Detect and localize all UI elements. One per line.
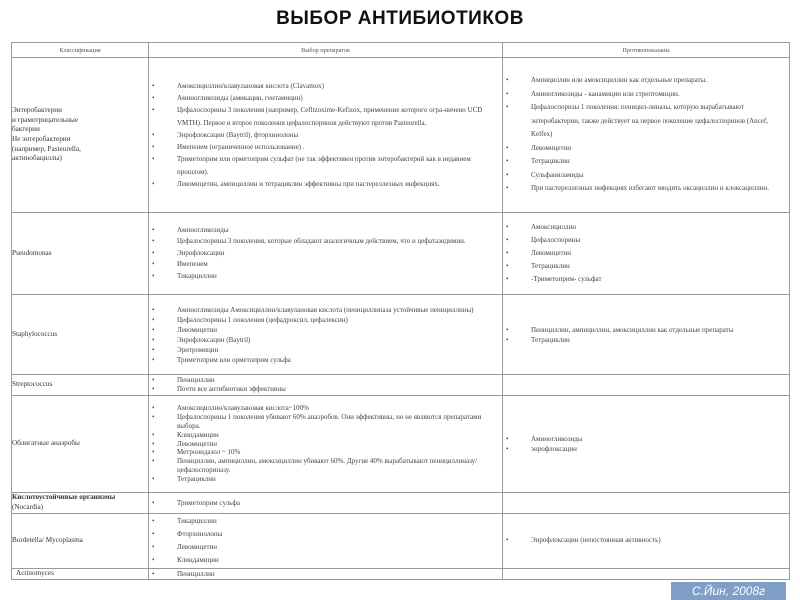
- contra-cell: [503, 213, 790, 295]
- choice-cell: [149, 213, 503, 295]
- group-line: и грамотрицательные: [12, 115, 79, 124]
- table-row: [12, 396, 790, 493]
- contra-cell: [503, 58, 790, 213]
- drug-item: • Тетрациклин: [503, 155, 789, 169]
- group-line: Облигатные анаэробы: [12, 439, 80, 448]
- drug-item: • Левомицетин: [503, 247, 789, 260]
- drug-item: • энрофлоксацин: [503, 444, 789, 454]
- group-cell: [12, 295, 149, 375]
- group-line: (например, Pasteurella,: [12, 144, 81, 153]
- table-row: [12, 375, 790, 396]
- drug-item: • Энрофлоксацин (непостоянная активность): [503, 534, 789, 547]
- group-line: Bordetella/ Mycoplasma: [12, 536, 83, 545]
- drug-item: • Левомицетин: [503, 142, 789, 156]
- group-line: Pseudomonas: [12, 248, 52, 257]
- contra-cell: [503, 493, 790, 514]
- header-classification: Классификация: [12, 43, 149, 58]
- table-row: [12, 493, 790, 514]
- table-row: [12, 569, 790, 580]
- drug-item: • Энрофлоксацин (Baytril): [149, 335, 502, 345]
- drug-item: • Клиндамицин: [149, 554, 502, 567]
- header-choice: Выбор препаратов: [149, 43, 503, 58]
- drug-item: • Амоксициллин/клавулановая кислота~100%: [149, 404, 502, 413]
- drug-item: • Метронидазол ~ 10%: [149, 448, 502, 457]
- group-cell: [12, 213, 149, 295]
- drug-item: • Цефалоспоризы 1 поколения: пеницил-линазы, которую вырабатывают энтеробактерии, также действует на первое поколение цефалоспоринов (Ancef, Kelfex): [503, 101, 789, 142]
- drug-item: • Энрофлоксацин: [149, 248, 502, 260]
- drug-item: • -Триметоприм- сульфат: [503, 273, 789, 286]
- choice-cell: [149, 493, 503, 514]
- group-line: Actinomyces: [16, 569, 54, 578]
- group-line: бактерии: [12, 125, 40, 134]
- drug-item: • Клиндамицин: [149, 431, 502, 440]
- drug-item: • Фторхинолоны: [149, 528, 502, 541]
- group-line: Кислотоустойчивые организмы: [12, 493, 116, 502]
- contra-cell: [503, 396, 790, 493]
- choice-cell: [149, 58, 503, 213]
- table-row: [12, 213, 790, 295]
- antibiotics-table: [11, 42, 790, 580]
- drug-item: • Пенициллин: [149, 376, 502, 386]
- drug-item: • Триметоприм или орметоприм сульфа: [149, 355, 502, 365]
- drug-item: • Цефалоспорины 3 поколения, которые обладают аналогичным действием, что и цефатазидимин.: [149, 236, 502, 248]
- drug-item: • Триметоприм сульфа: [149, 496, 502, 510]
- group-line: Staphylococcus: [12, 329, 58, 338]
- drug-item: • Почти все антибиотики эффективны: [149, 385, 502, 395]
- header-contra: Противопоказаны: [503, 43, 790, 58]
- drug-item: • Левомицетин: [149, 325, 502, 335]
- choice-cell: [149, 396, 503, 493]
- drug-item: • Тикарциллин: [149, 271, 502, 283]
- drug-item: • Цефалоспорины 3 поколения (например, Cefltzoxime-Kefizox, применение которого огра-ничено UCD VMTH). Первое и второе поколения цефалоспоринов действуют против Pasteurella.: [149, 104, 502, 129]
- choice-cell: [149, 514, 503, 569]
- drug-item: • Ампициллин или амоксициллин как отдельные препараты.: [503, 74, 789, 88]
- group-cell: [12, 493, 149, 514]
- drug-item: • Цефалоспорины 1 поколения убивают 60% анаэробов. Они эффективны, но не являются препаратами выбора.: [149, 413, 502, 431]
- group-line: актинобациллы): [12, 154, 62, 163]
- drug-item: • Эритромицин: [149, 345, 502, 355]
- group-cell: [12, 514, 149, 569]
- group-line: Не энтеробактерии: [12, 135, 71, 143]
- drug-item: • Цефалоспорины 1 поколения (цефадроксил, цефалексин): [149, 315, 502, 325]
- contra-cell: [503, 295, 790, 375]
- header-row: [12, 43, 790, 58]
- drug-item: • Аминогликозиды: [149, 225, 502, 237]
- drug-item: • При пастереллезных инфекциях избегают вводить оксациллин и клоксациллин.: [503, 182, 789, 196]
- drug-item: • Левомицетин: [149, 541, 502, 554]
- drug-item: • Левомицетин: [149, 440, 502, 449]
- group-cell: [12, 396, 149, 493]
- drug-item: • Пенициллин: [149, 570, 502, 579]
- drug-item: • Аминогликозиды - канамицин или стрептомицин.: [503, 88, 789, 102]
- author-credit-badge: С.Йин, 2008г: [671, 582, 786, 600]
- group-line: Энтеробактерии: [12, 106, 62, 115]
- drug-item: • Левомицетин, ампициллин и тетрациклин эффективны при пастереллезных инфекциях.: [149, 178, 502, 190]
- drug-item: • Тикарциллин: [149, 515, 502, 528]
- contra-cell: [503, 514, 790, 569]
- drug-item: • Аминогликозиды: [503, 434, 789, 444]
- group-line: (Nocardia): [12, 503, 44, 511]
- drug-item: • Пенициллин, ампициллин, амоксициллин убивают 60%. Другие 40% вырабатывают пенициллиназу/цефалоспориназу.: [149, 457, 502, 475]
- drug-item: • Аминогликозиды Амоксициллин/клавулановая кислота (пенициллиназа устойчивые пенициллины): [149, 305, 502, 315]
- drug-item: • Тетрациклин: [503, 335, 789, 345]
- choice-cell: [149, 375, 503, 396]
- drug-item: • Аминогликозиды (амикацин, гентамицин): [149, 92, 502, 104]
- group-cell: [12, 375, 149, 396]
- group-cell: [12, 569, 149, 580]
- choice-cell: [149, 569, 503, 580]
- contra-cell: [503, 569, 790, 580]
- drug-item: • Имепенем (ограниченное использование) .: [149, 141, 502, 153]
- drug-item: • Тетрациклин: [503, 260, 789, 273]
- page-title: ВЫБОР АНТИБИОТИКОВ: [276, 8, 524, 29]
- drug-item: • Амоксициллин/клавулановая кислота (Clavamox): [149, 80, 502, 92]
- contra-cell: [503, 375, 790, 396]
- group-cell: [12, 58, 149, 213]
- table-row: [12, 514, 790, 569]
- drug-item: • Пенициллин, ампициллин, амоксициллин как отдельные препараты: [503, 325, 789, 335]
- drug-item: • Тетрациклин: [149, 475, 502, 484]
- choice-cell: [149, 295, 503, 375]
- table-row: [12, 295, 790, 375]
- drug-item: • Цефалоспорины: [503, 234, 789, 247]
- drug-item: • Имепенем: [149, 259, 502, 271]
- drug-item: • Триметоприм или орметоприм сульфат (не так эффективен против энтеробактерий как в недавнем прошлом).: [149, 153, 502, 178]
- drug-item: • Амоксициллин: [503, 221, 789, 234]
- table-row: [12, 58, 790, 213]
- drug-item: • Сульфаниламиды: [503, 169, 789, 183]
- drug-item: • Энрофлоксацин (Baytril), фторхинолоны: [149, 129, 502, 141]
- group-line: Streptococcus: [12, 380, 53, 389]
